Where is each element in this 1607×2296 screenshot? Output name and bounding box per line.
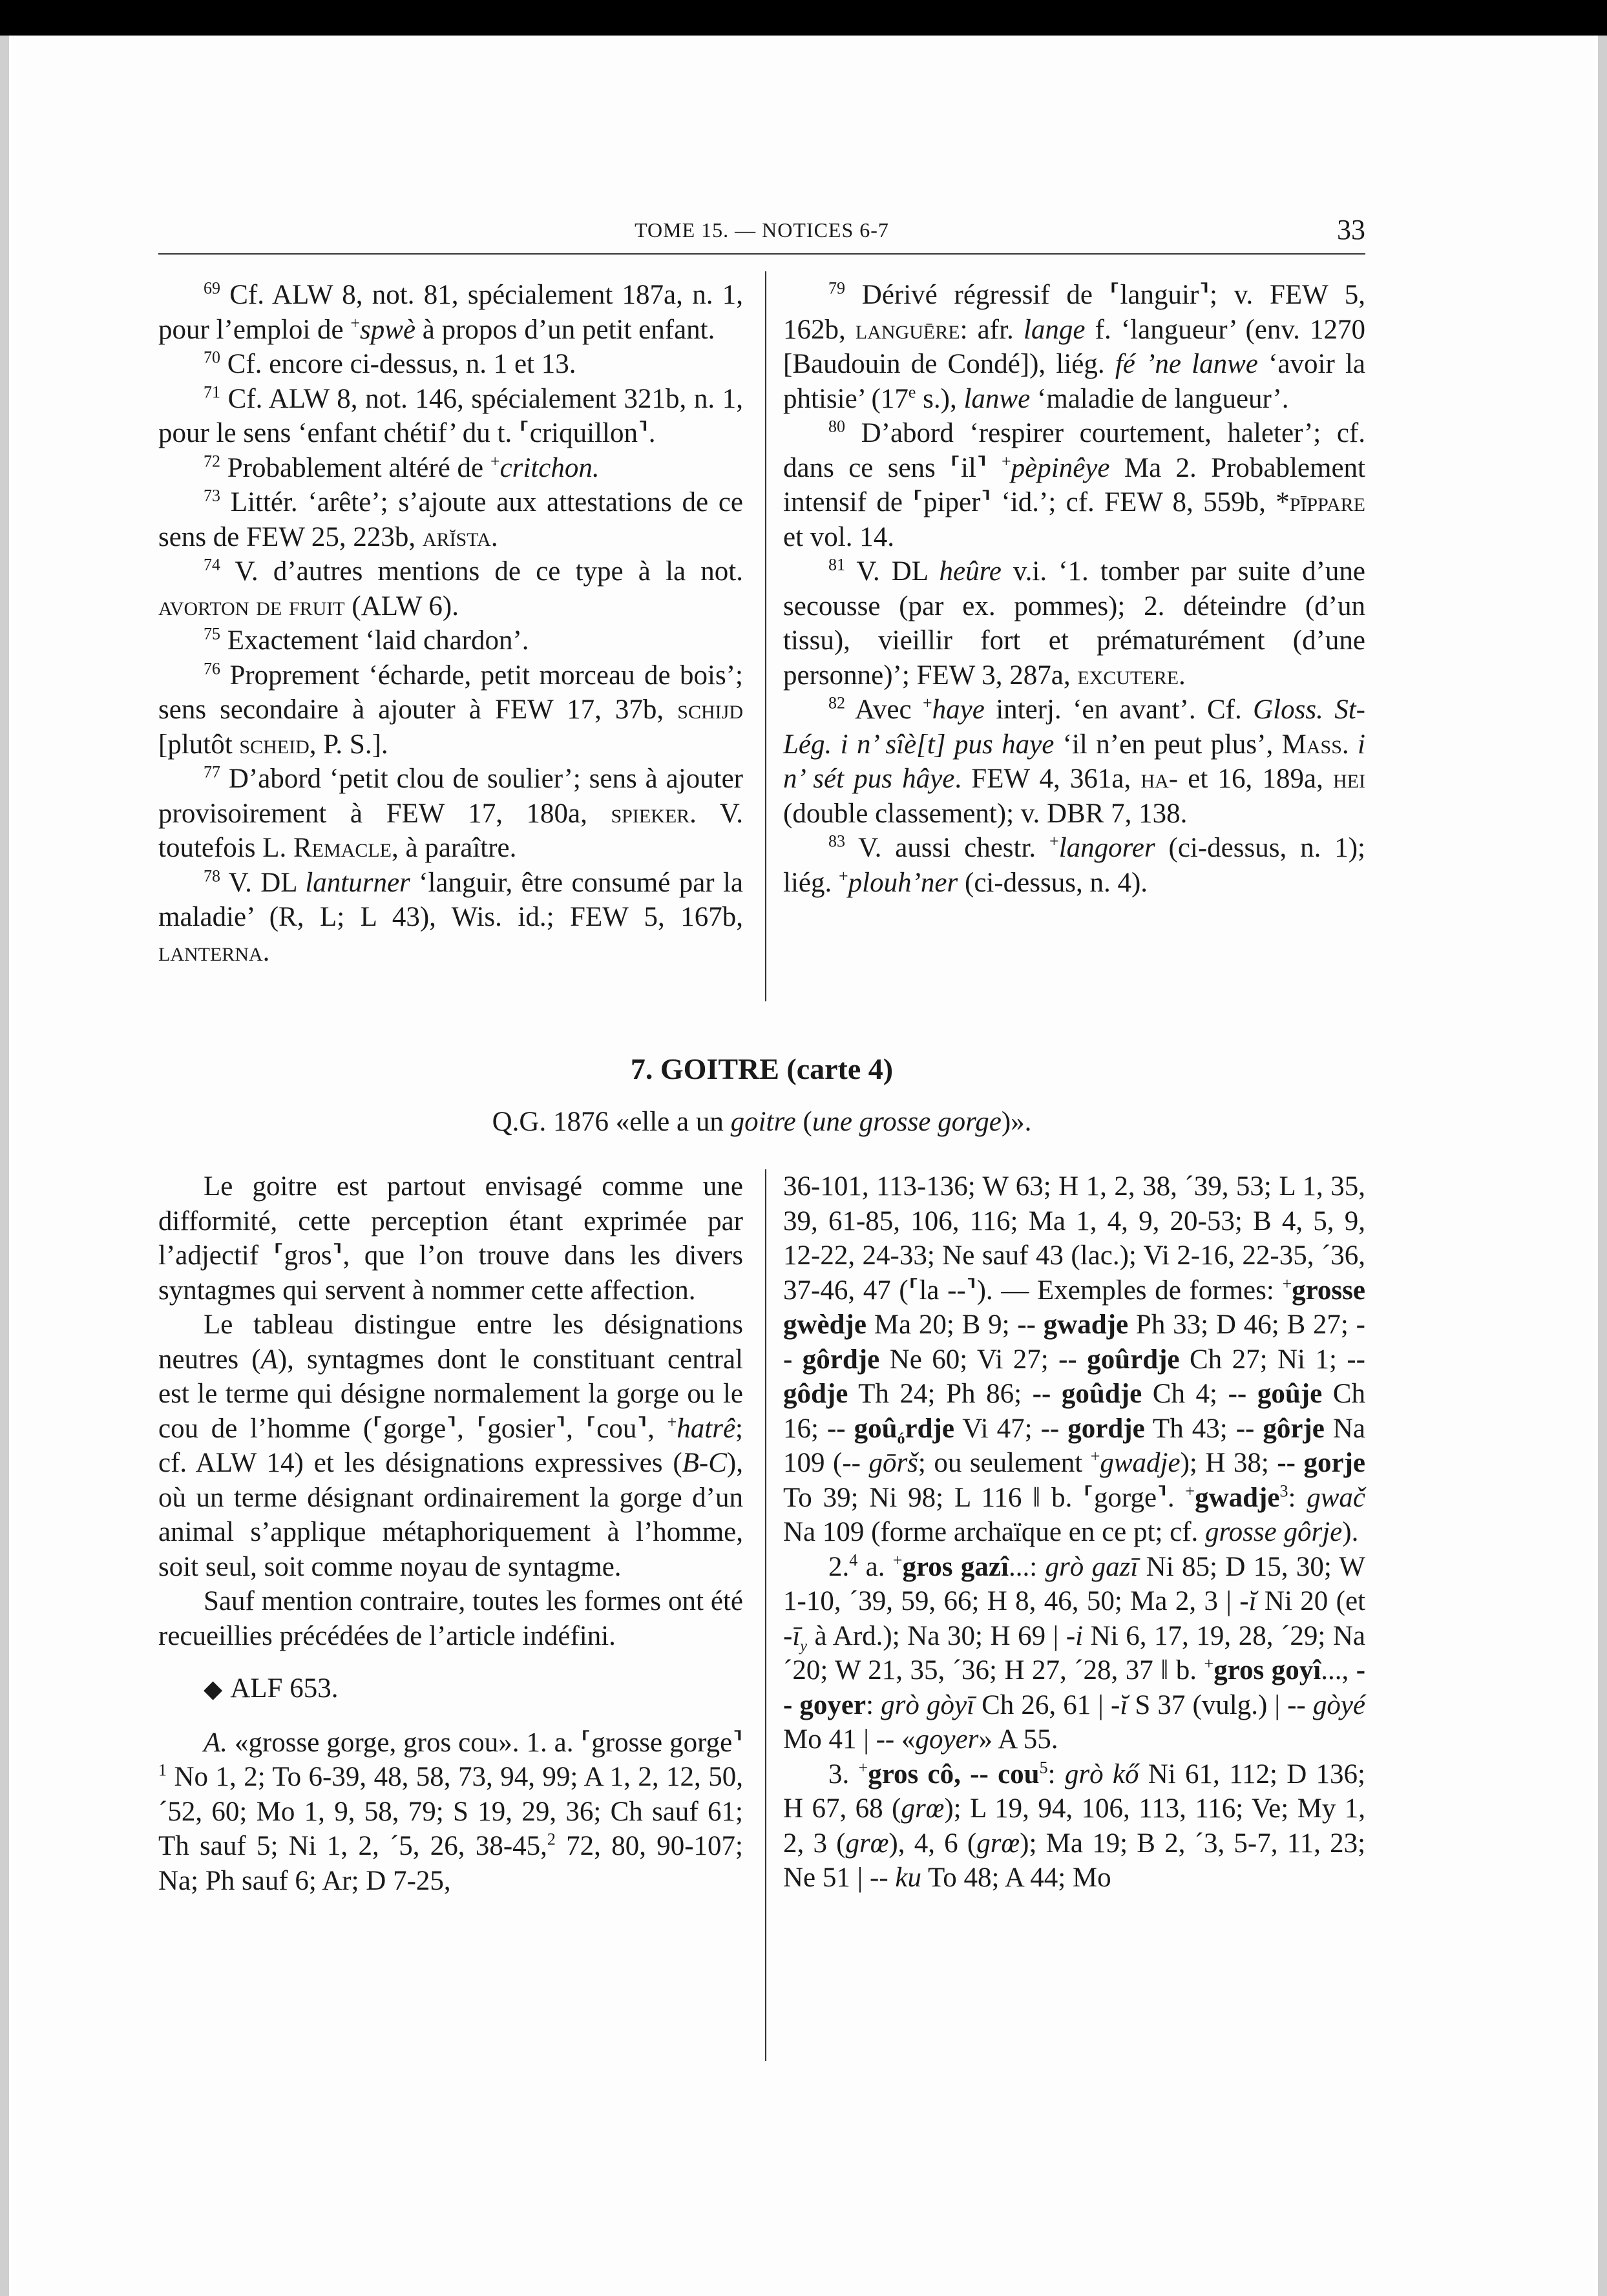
footnotes-left-column [158, 278, 743, 969]
scan-right-edge [1598, 36, 1607, 2296]
footnote-70: $^{70}$ Cf. encore ci-dessus, n. 1 et 13. [204, 348, 576, 379]
footnote-83: $^{83}$ V. aussi chestr. +langorer (ci-dessus, n. 1); liég. +plouh’ner (ci-dessus, n. 4). [783, 831, 1365, 898]
footnotes-right-column [783, 278, 1365, 900]
header-rule [158, 253, 1365, 255]
footnote-78: $^{78}$ V. DL lanturner ‘languir, être consumé par la maladie’ (R, L; L 43), Wis. id.; FEW 5, 167b, lanterna. [158, 866, 743, 967]
diamond-icon: ◆ [204, 1676, 223, 1703]
paragraph-section-a: A. «grosse gorge, gros cou». 1. a. ⸢grosse gorge⸣$^1$ No 1, 2; To 6-39, 48, 58, 73, 94, 99; A 1, 2, 12, 50, ´52, 60; Mo 1, 9, 58, 79; S 19, 29, 36; Ch sauf 61; Th sauf 5; Ni 1, 2, ´5, 26, 38-45,$^2$ 72, 80, 90-107; Na; Ph sauf 6; Ar; D 7-25, [158, 1727, 743, 1896]
paragraph-article: Sauf mention contraire, toutes les formes ont été recueillies précédées de l’article indéfini. [158, 1586, 743, 1651]
section-title: 7. GOITRE (carte 4) [630, 1052, 894, 1085]
footnote-73: $^{73}$ Littér. ‘arête’; s’ajoute aux attestations de ce sens de FEW 25, 223b, arĭsta. [158, 486, 743, 552]
footnote-79: $^{79}$ Dérivé régressif de ⸢languir⸣; v. FEW 5, 162b, languēre: afr. lange f. ‘langueur’ (env. 1270 [Baudouin de Condé]), liég. fé ’ne lanwe ‘avoir la phtisie’ (17e s.), lanwe ‘maladie de langueur’. [783, 278, 1365, 414]
page-number: 33 [1337, 214, 1365, 245]
column-divider [765, 271, 766, 1001]
footnote-81: $^{81}$ V. DL heûre v.i. ‘1. tomber par suite d’une secousse (par ex. pommes); 2. déteindre (d’un tissu), vieillir fort et prématurément (d’une personne)’; FEW 3, 287a, excutere. [783, 555, 1365, 691]
running-head: TOME 15. — NOTICES 6-7 [635, 218, 889, 242]
footnote-77: $^{77}$ D’abord ‘petit clou de soulier’; sens à ajouter provisoirement à FEW 17, 180a, spieker. V. toutefois L. Remacle, à paraître. [158, 762, 744, 863]
page-header [158, 213, 1365, 252]
footnote-69: $^{69}$ Cf. ALW 8, not. 81, spécialement 187a, n. 1, pour l’emploi de +spwè à propos d’un petit enfant. [158, 278, 743, 345]
scan-top-border [0, 0, 1607, 36]
column-divider-body [765, 1169, 766, 2061]
footnote-75: $^{75}$ Exactement ‘laid chardon’. [204, 624, 529, 656]
footnote-82: $^{82}$ Avec +haye interj. ‘en avant’. Cf. Gloss. St-Lég. i n’ sîè[t] pus haye ‘il n’en peut plus’, Mass. i n’ sét pus hâye. FEW 4, 361a, ha- et 16, 189a, hei (double classement); v. DBR 7, 138. [783, 693, 1366, 829]
body-right-column [783, 1169, 1365, 1895]
questionnaire-line: Q.G. 1876 «elle a un goitre (une grosse gorge)». [492, 1107, 1032, 1137]
paragraph-forms-3: 3. +gros cô, -- cou$^5$: grò kő Ni 61, 112; D 136; H 67, 68 (grœ); L 19, 94, 106, 113, 116; Ve; My 1, 2, 3 (grœ), 4, 6 (grœ); Ma 19; B 2, ´3, 5-7, 11, 23; Ne 51 | -- ku To 48; A 44; Mo [783, 1758, 1366, 1893]
alf-reference: ◆ ALF 653. [204, 1673, 339, 1704]
footnote-72: $^{72}$ Probablement altéré de +critchon. [204, 452, 600, 483]
footnote-71: $^{71}$ Cf. ALW 8, not. 146, spécialement 321b, n. 1, pour le sens ‘enfant chétif’ du t. ⸢criquillon⸣. [158, 382, 743, 448]
paragraph-intro: Le goitre est partout envisagé comme une difformité, cette perception étant exprimée par l’adjectif ⸢gros⸣, que l’on trouve dans les divers syntagmes qui servent à nommer cette affection. [158, 1171, 743, 1306]
paragraph-table: Le tableau distingue entre les désignations neutres (A), syntagmes dont le constituant central est le terme qui désigne normalement la gorge ou le cou de l’homme (⸢gorge⸣, ⸢gosier⸣, ⸢cou⸣, +hatrê; cf. ALW 14) et les désignations expressives (B-C), où un terme désignant ordinairement la gorge d’un animal s’applique métaphoriquement à l’homme, soit seul, soit comme noyau de syntagme. [158, 1310, 743, 1582]
footnote-74: $^{74}$ V. d’autres mentions de ce type à la not. avorton de fruit (ALW 6). [158, 555, 743, 621]
footnote-76: $^{76}$ Proprement ‘écharde, petit morceau de bois’; sens secondaire à ajouter à FEW 17, 37b, schijd [plutôt scheid, P. S.]. [158, 659, 743, 760]
paragraph-forms-2: 2.$^4$ a. +gros gazî...: grò gazī Ni 85; D 15, 30; W 1-10, ´39, 59, 66; H 8, 46, 50; Ma 2, 3 | -ĭ Ni 20 (et $-ī_y$ à Ard.); Na 30; H 69 | -i Ni 6, 17, 19, 28, ´29; Na ´20; W 21, 35, ´36; H 27, ´28, 37 ‖ b. +gros goyî..., -- goyer: grò gòyī Ch 26, 61 | -ĭ S 37 (vulg.) | -- gòyé Mo 41 | -- «goyer» A 55. [783, 1550, 1366, 1755]
body-left-column [158, 1169, 743, 1898]
footnote-80: $^{80}$ D’abord ‘respirer courtement, haleter’; cf. dans ce sens ⸢il⸣ +pèpinêye Ma 2. Probablement intensif de ⸢piper⸣ ‘id.’; cf. FEW 8, 559b, *pīppare et vol. 14. [783, 417, 1365, 552]
scan-left-edge [0, 36, 9, 2296]
paragraph-forms-1: 36-101, 113-136; W 63; H 1, 2, 38, ´39, 53; L 1, 35, 39, 61-85, 106, 116; Ma 1, 4, 9, 20-53; B 4, 5, 9, 12-22, 24-33; Ne sauf 43 (lac.); Vi 2-16, 22-35, ´36, 37-46, 47 (⸢la --⸣). — Exemples de formes: +grosse gwèdje Ma 20; B 9; -- gwadje Ph 33; D 46; B 27; -- gôrdje Ne 60; Vi 27; -- goûrdje Ch 27; Ni 1; -- gôdje Th 24; Ph 86; -- goûdje Ch 4; -- goûje Ch 16; -- goû$_ó$rdje Vi 47; -- gordje Th 43; -- gôrje Na 109 (-- gōrš; ou seulement +gwadje); H 38; -- gorje To 39; Ni 98; L 116 ‖ b. ⸢gorge⸣. +gwadje$^3$: gwač Na 109 (forme archaïque en ce pt; cf. grosse gôrje). [783, 1171, 1366, 1547]
